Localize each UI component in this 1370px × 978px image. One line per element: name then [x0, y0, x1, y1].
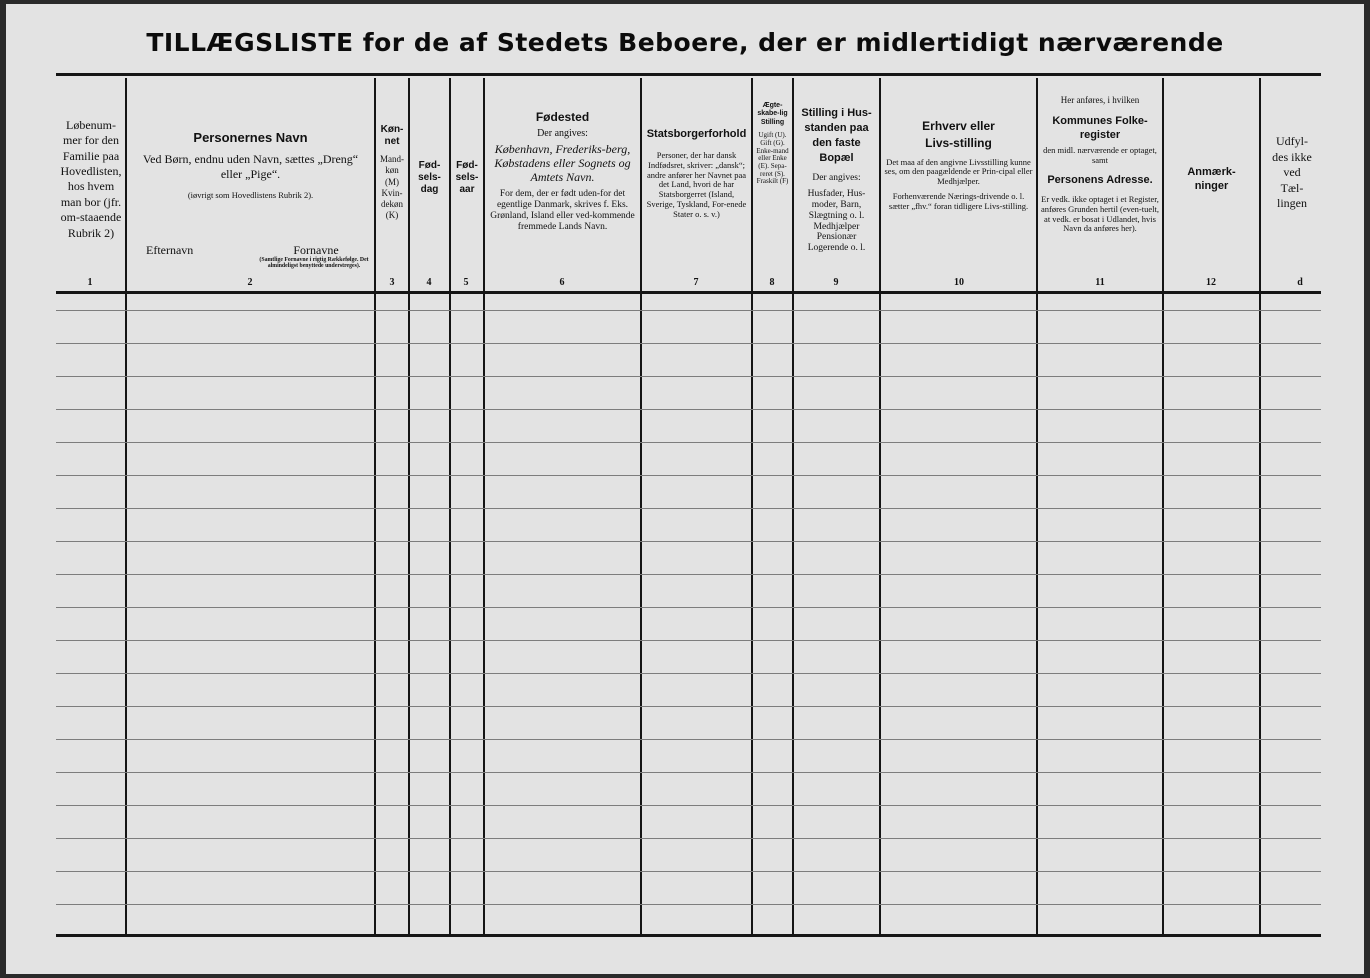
col-2-line2: (iøvrigt som Hovedlistens Rubrik 2). [187, 189, 314, 200]
col-8-number: 8 [769, 277, 775, 288]
ruled-line [56, 739, 1321, 740]
col-10-number: 10 [954, 277, 964, 288]
col-1-header [56, 118, 126, 323]
top-rule [56, 73, 1321, 76]
ruled-line [56, 574, 1321, 575]
col-2-header [127, 130, 374, 335]
ruled-line [56, 706, 1321, 707]
col-9-number: 9 [833, 277, 839, 288]
ruled-line [56, 541, 1321, 542]
col-8-heading: Ægte-skabe-lig Stilling [757, 102, 788, 126]
col-3-heading: Køn-net [380, 124, 404, 147]
col-5-number: 5 [463, 277, 469, 288]
col-7-text: Personer, der har dansk Indfødsret, skriver: „dansk“; andre anfører her Navnet paa det Land, hvori de har Statsborgerret (Island, Sverige, Tyskland, For-enede Stater o. s. v.) [646, 150, 747, 219]
col-4-number: 4 [426, 277, 432, 288]
col-7-heading: Statsborgerforhold [646, 128, 747, 140]
col-11-heading: Kommunes Folke-register [1052, 114, 1148, 142]
col-6-number: 6 [559, 277, 565, 288]
col-6-line1: København, Frederiks-berg, Købstadens eller Sognets og Amtets Navn. [494, 142, 631, 184]
col-3-number: 3 [389, 277, 395, 288]
col-5-header [451, 160, 483, 365]
col-7-number: 7 [693, 277, 699, 288]
ruled-line [56, 805, 1321, 806]
bottom-rule [56, 934, 1321, 937]
col-2-heading: Personernes Navn [193, 130, 308, 145]
form-title: TILLÆGSLISTE for de af Stedets Beboere, der er midlertidigt nærværende [146, 28, 1224, 57]
col-5-heading: Fød-sels-aar [455, 160, 479, 195]
col-2-number: 2 [247, 277, 253, 288]
col-4-header [410, 160, 449, 365]
col-d-header [1261, 134, 1323, 339]
col-6-line2: For dem, der er født uden-for det egentlige Danmark, skrives f. Eks. Grønland, Island eller ved-kommende fremmede Lands Navn. [490, 188, 635, 232]
col-6-heading: Fødested [535, 110, 590, 124]
col-10-heading: Erhverv eller Livs-stilling [922, 119, 995, 150]
ruled-line [56, 772, 1321, 773]
col-9-sub: Der angives: [812, 173, 861, 184]
col-1-number: 1 [87, 277, 93, 288]
col-9-text: Husfader, Hus-moder, Barn, Slægtning o. l. Medhjælper Pensionær Logerende o. l. [807, 188, 866, 254]
ruled-line [56, 607, 1321, 608]
col-7-header [642, 128, 751, 333]
col-4-heading: Fød-sels-dag [418, 160, 441, 195]
col-2-fornavne: Fornavne [293, 243, 339, 257]
col-11-text: Er vedk. ikke optaget i et Register, anføres Grunden hertil (even-tuelt, at vedk. er bosat i Udlandet, hvis Navn da anføres her). [1040, 194, 1159, 234]
col-d-number: d [1297, 277, 1303, 288]
col-d-text: Udfyl-des ikke ved Tæl-lingen [1272, 134, 1312, 211]
col-6-sub: Der angives: [537, 128, 588, 140]
col-1-text: Løbenum-mer for den Familie paa Hovedlisten, hos hvem man bor (jfr. om-staaende Rubrik 2) [60, 118, 122, 240]
ruled-line [56, 673, 1321, 674]
ruled-line [56, 475, 1321, 476]
col-10-line2: Forhenværende Nærings-drivende o. l. sætter „fhv.“ foran tidligere Livs-stilling. [888, 190, 1029, 211]
col-10-line1: Det maa af den angivne Livsstilling kunne ses, om den paagældende er Prin-cipal eller Medhjælper. [884, 156, 1033, 187]
ruled-line [56, 871, 1321, 872]
col-3-header [376, 124, 408, 329]
col-11-header [1038, 95, 1162, 300]
col-9-heading: Stilling i Hus-standen paa den faste Bopæl [801, 107, 872, 164]
col-11-heading2: Personens Adresse. [1047, 173, 1153, 186]
ruled-line [56, 409, 1321, 410]
col-2-efternavn: Efternavn [146, 243, 194, 257]
col-11-top: Her anføres, i hvilken [1060, 95, 1140, 105]
ruled-line [56, 442, 1321, 443]
ruled-line [56, 343, 1321, 344]
ruled-line [56, 838, 1321, 839]
ruled-line [56, 904, 1321, 905]
col-11-number: 11 [1095, 277, 1105, 288]
ruled-line [56, 640, 1321, 641]
ruled-line [56, 376, 1321, 377]
col-12-heading: Anmærk-ninger [1187, 166, 1236, 193]
ruled-line [56, 508, 1321, 509]
col-8-text: Ugift (U). Gift (G). Enke-mand eller Enke (E). Sepa-reret (S). Fraskilt (F) [756, 131, 789, 186]
col-12-header [1164, 165, 1259, 370]
col-2-line1: Ved Børn, endnu uden Navn, sættes „Dreng“ eller „Pige“. [142, 151, 359, 182]
col-12-number: 12 [1206, 277, 1216, 288]
col-11-mid: den midl. nærværende er optaget, samt [1043, 145, 1157, 166]
col-3-text: Mand-køn (M) Kvin-dekøn (K) [380, 154, 404, 221]
col-10-header [881, 118, 1036, 323]
col-2-fornavne-note: (Samtlige Fornavne i rigtig Rækkefølge. Det almindeligst benyttede understreges). [259, 257, 369, 270]
